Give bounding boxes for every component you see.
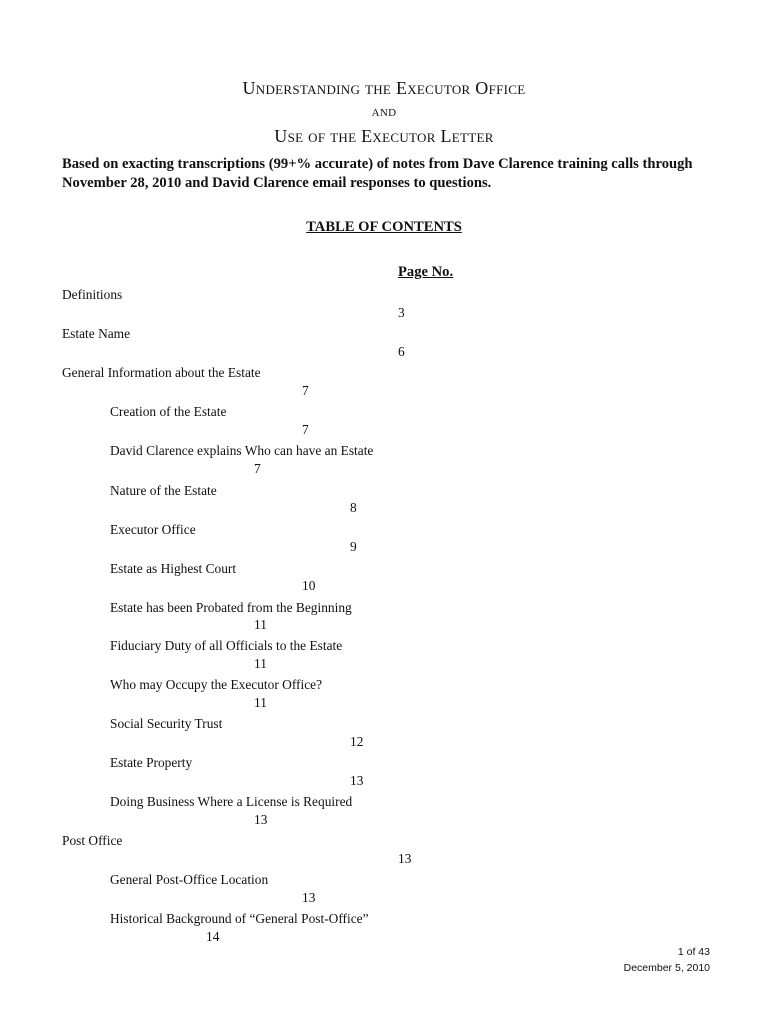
footer-page-count: 1 of 43 — [677, 946, 710, 958]
toc-entry-label: Definitions — [62, 287, 123, 302]
toc-entry-page: 9 — [350, 539, 357, 554]
toc-entry-page: 13 — [302, 890, 316, 905]
toc-entry-page: 13 — [398, 851, 412, 866]
toc-entry-label: Nature of the Estate — [110, 483, 217, 498]
toc-entry-label: David Clarence explains Who can have an Estate — [110, 443, 374, 458]
document-title-line-3: Use of the Executor Letter — [274, 126, 494, 146]
toc-entry-label: Estate has been Probated from the Beginning — [110, 600, 352, 615]
footer-date: December 5, 2010 — [623, 962, 710, 974]
toc-entry-page: 3 — [398, 305, 405, 320]
toc-entry-label: Social Security Trust — [110, 716, 223, 731]
toc-entry-label: Historical Background of “General Post-Office” — [110, 911, 369, 926]
toc-entry-page: 7 — [254, 461, 261, 476]
toc-entry-label: Estate as Highest Court — [110, 561, 237, 576]
toc-entry-page: 14 — [206, 929, 220, 944]
toc-entry-page: 13 — [350, 773, 364, 788]
toc-entry-label: Post Office — [62, 833, 123, 848]
toc-entry-page: 7 — [302, 422, 309, 437]
toc-entry-label: Executor Office — [110, 522, 196, 537]
toc-entry-label: Fiduciary Duty of all Officials to the Estate — [110, 638, 343, 653]
toc-entry-page: 6 — [398, 344, 405, 359]
toc-entry-page: 11 — [254, 617, 267, 632]
toc-entry-label: Estate Property — [110, 755, 193, 770]
toc-entry-page: 13 — [254, 812, 268, 827]
toc-entry-page: 7 — [302, 383, 309, 398]
toc-entry-label: Who may Occupy the Executor Office? — [110, 677, 323, 692]
document-title-line-2: and — [371, 104, 397, 120]
toc-entry-page: 11 — [254, 695, 267, 710]
toc-heading: TABLE OF CONTENTS — [306, 219, 462, 235]
toc-entry-label: General Post-Office Location — [110, 872, 269, 887]
toc-entry-page: 11 — [254, 656, 267, 671]
toc-entry-label: General Information about the Estate — [62, 365, 261, 380]
toc-entry-page: 12 — [350, 734, 364, 749]
toc-entry-page: 10 — [302, 578, 316, 593]
toc-entry-label: Estate Name — [62, 326, 131, 341]
page-no-heading: Page No. — [398, 264, 454, 280]
toc-entry-label: Creation of the Estate — [110, 404, 227, 419]
document-subtitle: Based on exacting transcriptions (99+% accurate) of notes from Dave Clarence training calls through November 28, 2010 and David Clarence email responses to questions. — [62, 156, 693, 191]
document-title-line-1: Understanding the Executor Office — [242, 78, 526, 98]
toc-entry-label: Doing Business Where a License is Required — [110, 794, 353, 809]
toc-entry-page: 8 — [350, 500, 357, 515]
